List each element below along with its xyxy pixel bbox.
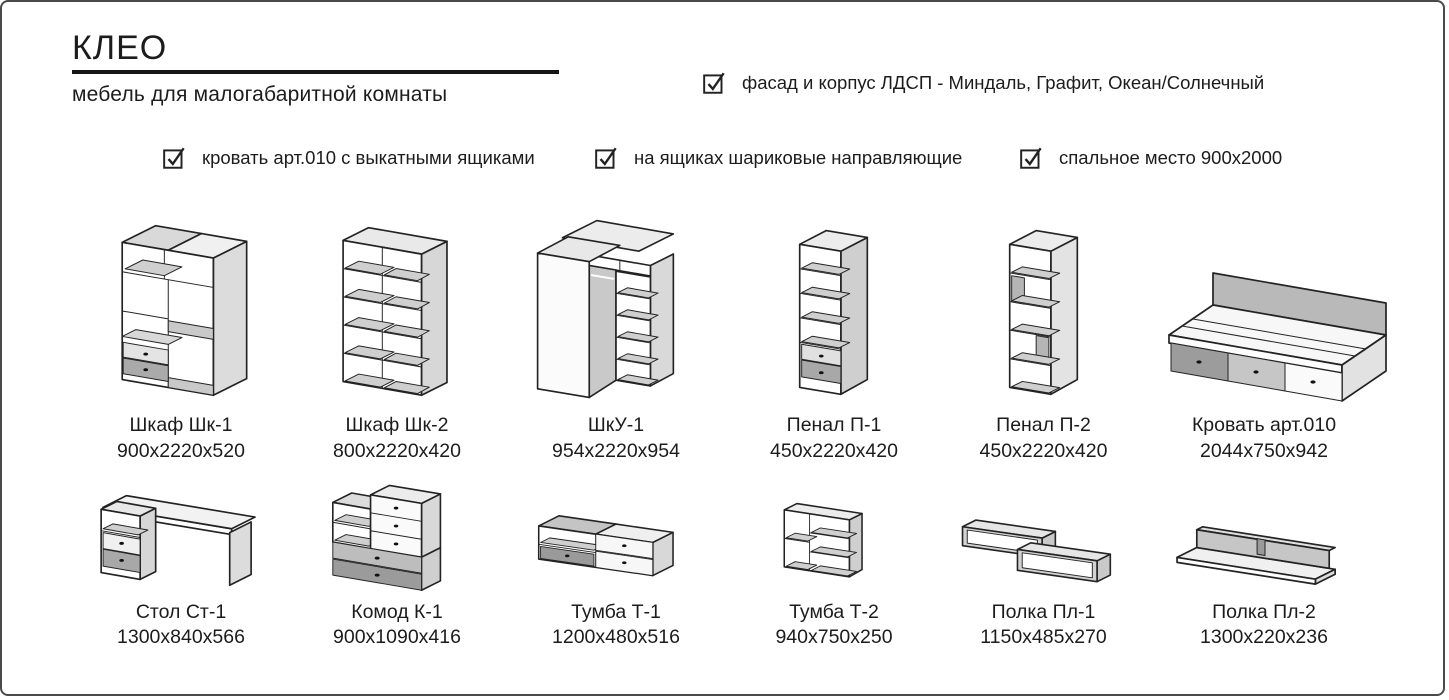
- feature-material: [702, 70, 1264, 96]
- product-card-shkaf-shk2: [290, 211, 504, 464]
- product-name: Тумба Т-2: [789, 601, 879, 624]
- product-name: Шкаф Шк-2: [345, 414, 449, 437]
- feature-material-label: фасад и корпус ЛДСП - Миндаль, Графит, Океан/Солнечный: [742, 72, 1265, 93]
- drawing-krovat-010: [1139, 247, 1389, 407]
- product-name: Кровать арт.010: [1191, 414, 1337, 437]
- drawing-shkaf-shk2: [312, 211, 482, 407]
- product-caption: [117, 413, 245, 464]
- product-card-krovat-010: [1147, 211, 1381, 464]
- product-caption: [552, 413, 680, 464]
- product-dims: 2044х750х942: [1200, 439, 1328, 462]
- product-dims: 940х750х250: [775, 626, 893, 649]
- product-name: Пенал П-2: [996, 414, 1091, 437]
- product-name: Тумба Т-1: [571, 601, 661, 624]
- drawing-shku1: [516, 211, 716, 407]
- product-name: ШкУ-1: [587, 414, 645, 437]
- product-dims: 450х2220х420: [770, 439, 898, 462]
- product-card-tumba-t2: [728, 476, 940, 651]
- product-dims: 1300х220х236: [1200, 626, 1328, 649]
- checkbox-checked-icon: [702, 70, 728, 96]
- product-card-shku1: [504, 211, 728, 464]
- product-caption: [980, 413, 1108, 464]
- product-name: Стол Ст-1: [135, 601, 227, 624]
- product-caption: [770, 413, 898, 464]
- product-caption: [333, 413, 461, 464]
- product-card-polka-pl2: [1147, 476, 1381, 651]
- product-dims: 800х2220х420: [333, 439, 461, 462]
- drawing-stol-st1: [81, 482, 281, 594]
- feature-ball-guides: [594, 145, 962, 171]
- drawing-komod-k1: [317, 476, 477, 594]
- checkbox-checked-icon: [594, 145, 620, 171]
- product-dims: 954х2220х954: [552, 439, 680, 462]
- feature-bed-drawers-label: кровать арт.010 с выкатными ящиками: [202, 147, 535, 169]
- product-name: Шкаф Шк-1: [129, 414, 233, 437]
- checkbox-checked-icon: [162, 145, 188, 171]
- product-caption: [775, 600, 892, 651]
- product-card-stol-st1: [72, 476, 290, 651]
- features-row: [2, 145, 1443, 177]
- product-caption: [1192, 413, 1336, 464]
- page-title: КЛЕО: [72, 29, 168, 67]
- product-caption: [333, 600, 461, 651]
- product-card-penal-p2: [940, 211, 1147, 464]
- product-name: Пенал П-1: [786, 414, 882, 437]
- header: [2, 2, 1443, 107]
- drawing-polka-pl2: [1164, 510, 1364, 594]
- product-caption: [552, 600, 680, 651]
- drawing-penal-p1: [764, 211, 904, 407]
- title-underline: [72, 70, 559, 74]
- product-card-shkaf-shk1: [72, 211, 290, 464]
- feature-sleep-size-label: спальное место 900х2000: [1059, 147, 1283, 169]
- product-card-penal-p1: [728, 211, 940, 464]
- product-dims: 450х2220х420: [979, 439, 1108, 462]
- product-dims: 1200х480х516: [552, 626, 680, 649]
- product-caption: [980, 600, 1107, 651]
- product-dims: 1150х485х270: [980, 626, 1107, 649]
- product-caption: [1200, 600, 1328, 651]
- product-card-polka-pl1: [940, 476, 1147, 651]
- product-card-tumba-t1: [504, 476, 728, 651]
- drawing-shkaf-shk1: [96, 211, 266, 407]
- drawing-polka-pl1: [944, 504, 1144, 594]
- product-name: Полка Пл-1: [991, 601, 1096, 624]
- product-grid: [72, 211, 1443, 650]
- drawing-tumba-t1: [516, 502, 716, 594]
- drawing-penal-p2: [974, 211, 1114, 407]
- feature-bed-drawers: [162, 145, 535, 171]
- drawing-tumba-t2: [759, 490, 909, 594]
- page-subtitle: мебель для малогабаритной комнаты: [72, 83, 448, 107]
- product-name: Полка Пл-2: [1212, 601, 1316, 624]
- product-dims: 1300х840х566: [117, 626, 245, 649]
- product-name: Комод К-1: [351, 601, 443, 624]
- feature-ball-guides-label: на ящиках шариковые направляющие: [634, 147, 963, 169]
- product-card-komod-k1: [290, 476, 504, 651]
- feature-sleep-size: [1019, 145, 1282, 171]
- product-caption: [117, 600, 245, 651]
- product-dims: 900х1090х416: [333, 626, 461, 649]
- product-dims: 900х2220х520: [117, 439, 245, 462]
- checkbox-checked-icon: [1019, 145, 1045, 171]
